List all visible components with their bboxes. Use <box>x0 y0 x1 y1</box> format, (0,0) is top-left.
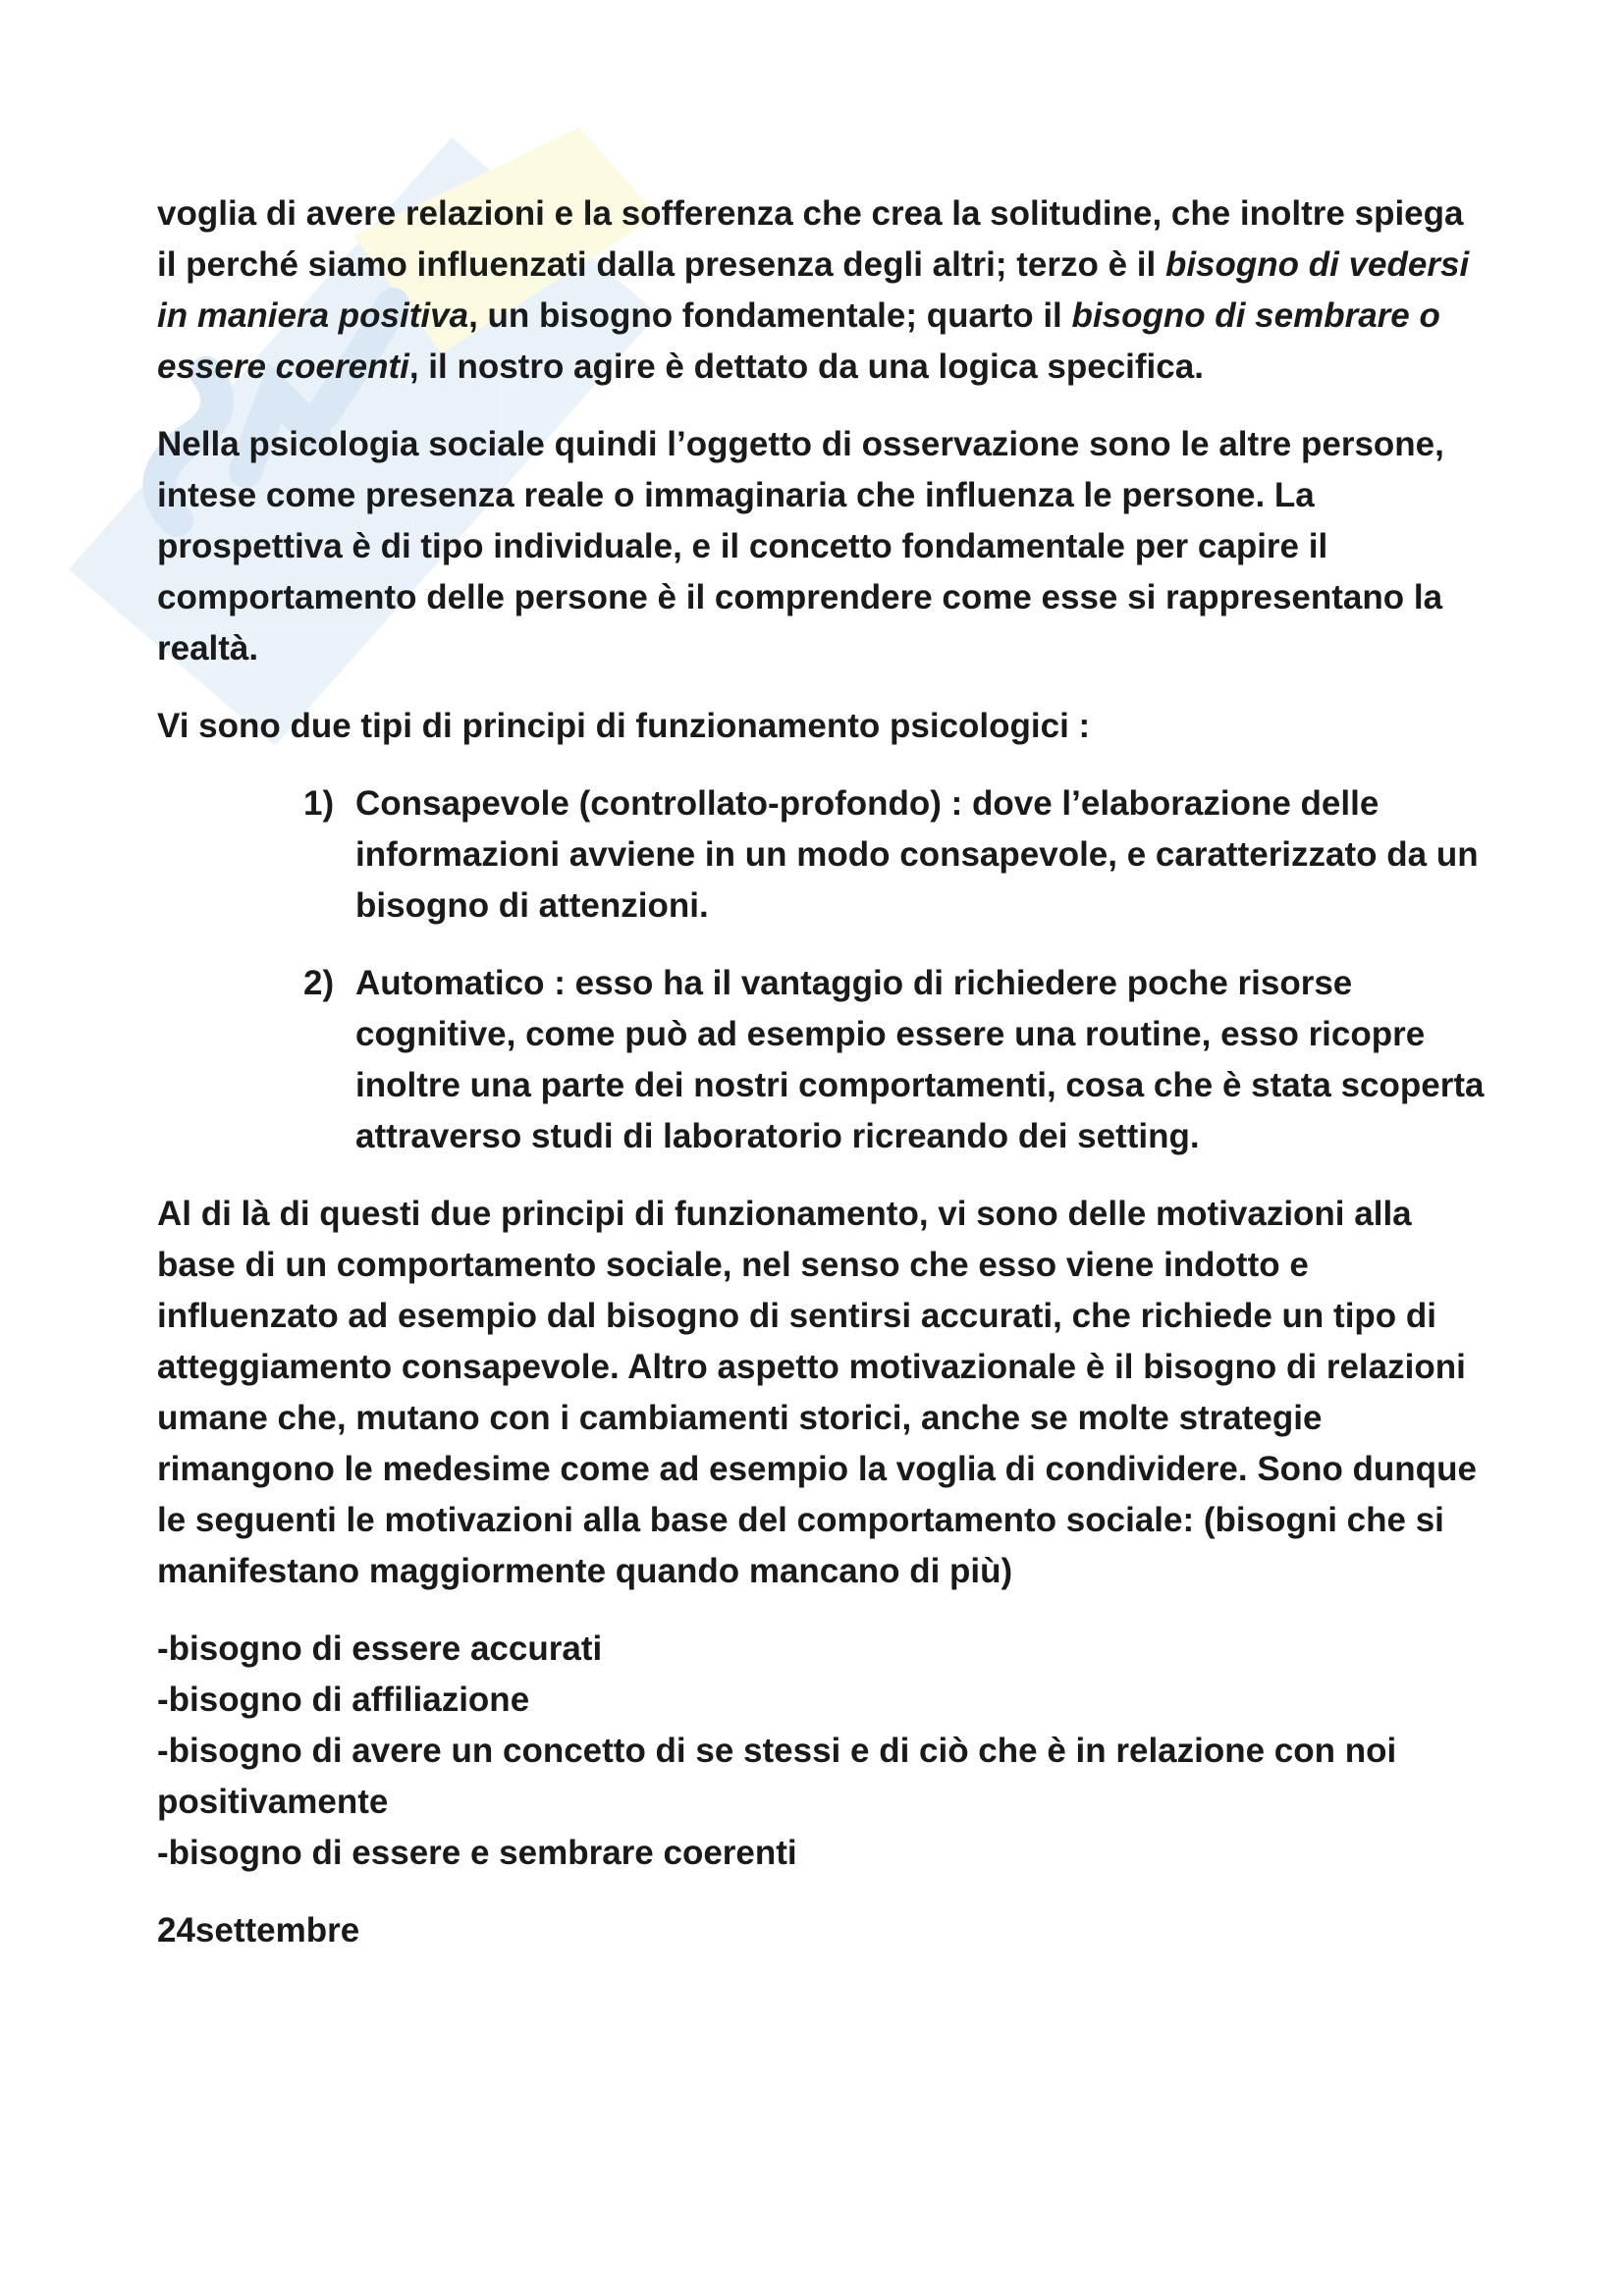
list-item-number: 1) <box>303 784 335 823</box>
need-item: -bisogno di avere un concetto di se stessi e di ciò che è in relazione con noi positivamente <box>157 1732 1397 1821</box>
paragraph-text: , il nostro agire è dettato da una logica specifica. <box>408 347 1204 386</box>
paragraph-needs-intro <box>157 188 1485 393</box>
need-item: -bisogno di affiliazione <box>157 1681 530 1719</box>
list-item <box>157 958 1485 1162</box>
paragraph-principles-intro: Vi sono due tipi di principi di funzionamento psicologici : <box>157 707 1091 745</box>
section-date: 24settembre <box>157 1911 360 1949</box>
need-item: -bisogno di essere accurati <box>157 1629 603 1668</box>
paragraph-text: voglia di avere relazioni e la sofferenza che crea la solitudine, che inoltre spiega il perché siamo influenzati dalla presenza degli altri; terzo è il <box>157 194 1464 284</box>
paragraph-text: , un bisogno fondamentale; quarto il <box>468 296 1072 335</box>
document-page <box>157 188 1485 1956</box>
needs-list <box>157 1624 1485 1879</box>
list-item-text: Automatico : esso ha il vantaggio di richiedere poche risorse cognitive, come può ad esempio essere una routine, esso ricopre inoltre una parte dei nostri comportamenti, cosa che è stata scoperta attraverso studi di laboratorio ricreando dei setting. <box>355 964 1485 1155</box>
paragraph-motivations: Al di là di questi due principi di funzionamento, vi sono delle motivazioni alla base di un comportamento sociale, nel senso che esso viene indotto e influenzato ad esempio dal bisogno di sentirsi accurati, che richiede un tipo di atteggiamento consapevole. Altro aspetto motivazionale è il bisogno di relazioni umane che, mutano con i cambiamenti storici, anche se molte strategie rimangono le medesime come ad esempio la voglia di condividere. Sono dunque le seguenti le motivazioni alla base del comportamento sociale: (bisogni che si manifestano maggiormente quando mancano di più) <box>157 1195 1477 1590</box>
need-item: -bisogno di essere e sembrare coerenti <box>157 1834 797 1872</box>
emphasis-coherence: bisogno di sembrare o essere coerenti <box>157 296 1440 386</box>
paragraph-social-psychology: Nella psicologia sociale quindi l’oggetto di osservazione sono le altre persone, intese come presenza reale o immaginaria che influenza le persone. La prospettiva è di tipo individuale, e il concetto fondamentale per capire il comportamento delle persone è il comprendere come esse si rappresentano la realtà. <box>157 425 1444 667</box>
list-item-text: Consapevole (controllato-profondo) : dove l’elaborazione delle informazioni avviene in un modo consapevole, e caratterizzato da un bisogno di attenzioni. <box>355 784 1479 925</box>
list-item <box>157 778 1485 932</box>
emphasis-positive-self: bisogno di vedersi in maniera positiva <box>157 245 1470 335</box>
list-item-number: 2) <box>303 964 335 1002</box>
principles-list <box>157 778 1485 1162</box>
